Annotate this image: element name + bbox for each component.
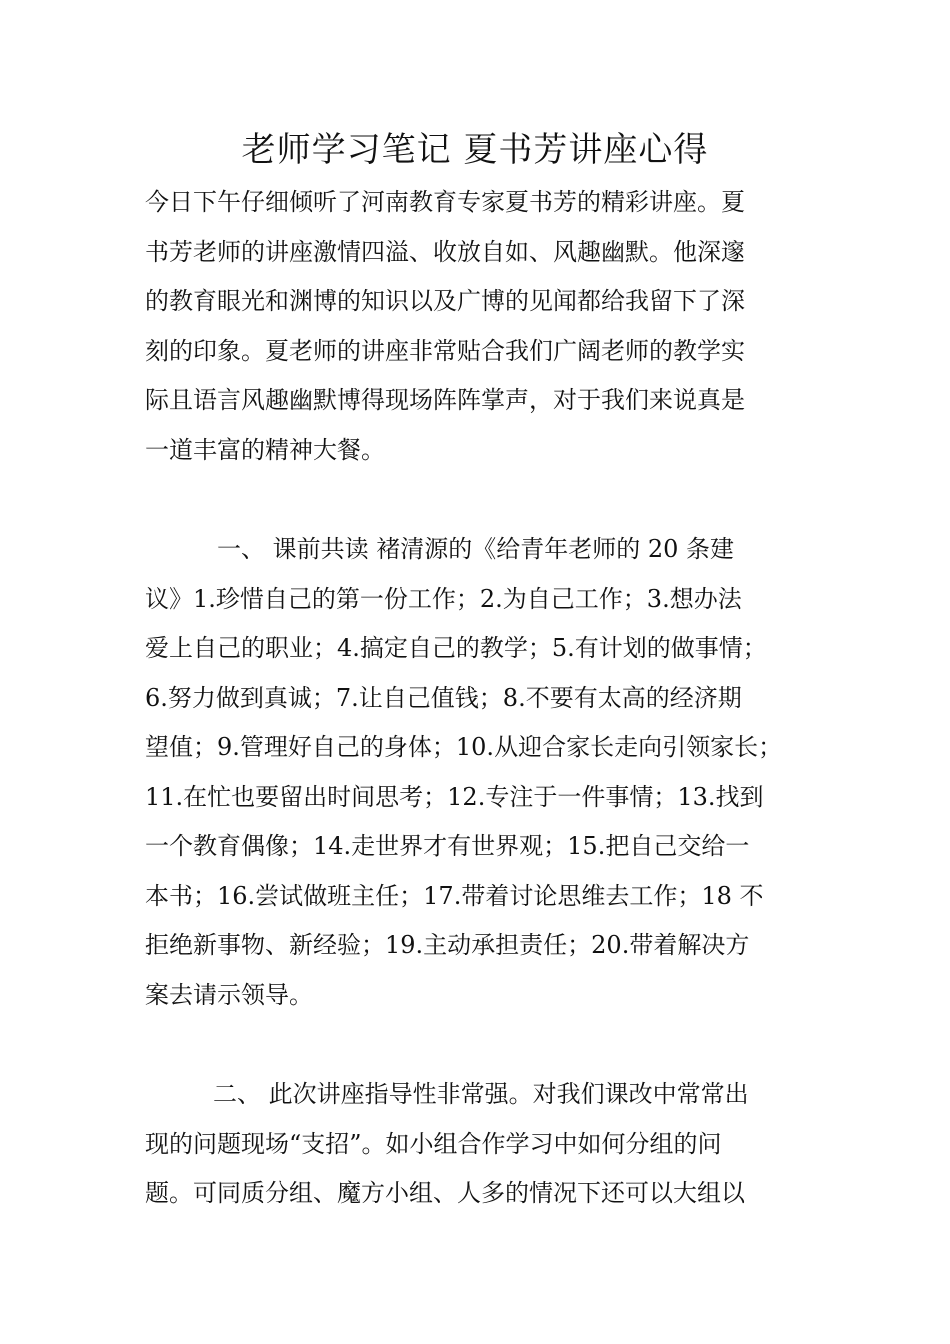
text-line: 案去请示领导。	[145, 980, 313, 1009]
intro-paragraph	[145, 178, 835, 475]
text-line: 拒绝新事物、新经验；19.主动承担责任；20.带着解决方	[145, 931, 750, 959]
text-line: 现的问题现场“支招”。如小组合作学习中如何分组的问	[145, 1129, 722, 1158]
text-line: 书芳老师的讲座激情四溢、收放自如、风趣幽默。他深邃	[145, 237, 745, 266]
text-line: 一道丰富的精神大餐。	[145, 435, 385, 464]
text-line: 刻的印象。夏老师的讲座非常贴合我们广阔老师的教学实	[145, 336, 745, 365]
section-heading-line: 二、 此次讲座指导性非常强。对我们课改中常常出	[213, 1080, 749, 1108]
text-line: 11.在忙也要留出时间思考；12.专注于一件事情；13.找到	[145, 782, 764, 811]
section-two-paragraph	[145, 1070, 835, 1219]
text-line: 题。可同质分组、魔方小组、人多的情况下还可以大组以	[145, 1179, 745, 1207]
document-title: 老师学习笔记 夏书芳讲座心得	[241, 130, 709, 170]
text-line: 6.努力做到真诚；7.让自己值钱；8.不要有太高的经济期	[145, 683, 742, 712]
text-line: 今日下午仔细倾听了河南教育专家夏书芳的精彩讲座。夏	[145, 188, 745, 216]
text-line: 望值；9.管理好自己的身体；10.从迎合家长走向引领家长；	[145, 733, 783, 761]
text-line: 本书；16.尝试做班主任；17.带着讨论思维去工作；18 不	[145, 881, 764, 910]
text-line: 一个教育偶像；14.走世界才有世界观；15.把自己交给一	[145, 832, 750, 860]
section-one-paragraph	[145, 525, 835, 1020]
text-line: 的教育眼光和渊博的知识以及广博的见闻都给我留下了深	[145, 287, 745, 315]
text-line: 际且语言风趣幽默博得现场阵阵掌声，对于我们来说真是	[145, 386, 745, 414]
text-line: 爱上自己的职业；4.搞定自己的教学；5.有计划的做事情；	[145, 634, 767, 662]
section-heading-line: 一、 课前共读 褚清源的《给青年老师的 20 条建	[217, 535, 735, 563]
text-line: 议》1.珍惜自己的第一份工作；2.为自己工作；3.想办法	[145, 584, 742, 613]
